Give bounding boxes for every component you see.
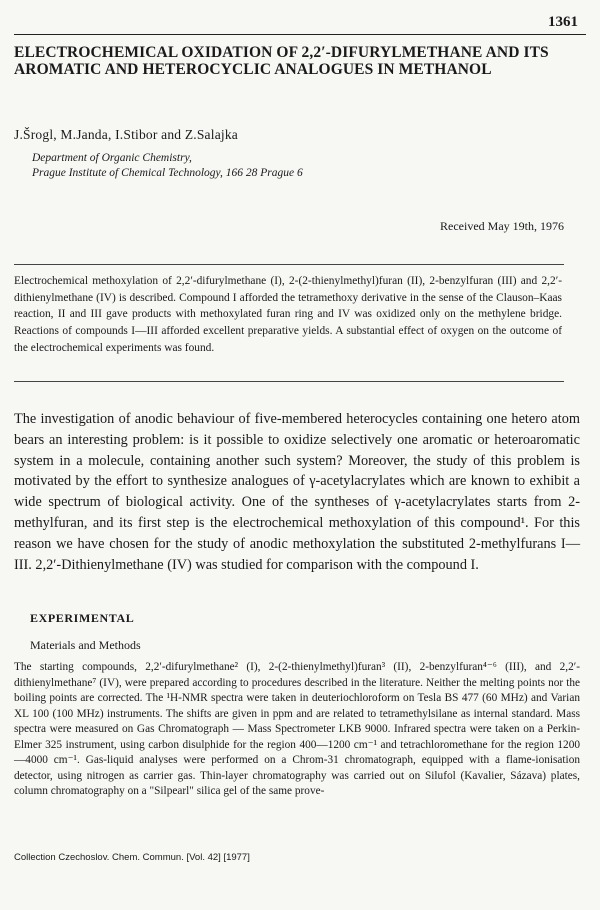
article-title: ELECTROCHEMICAL OXIDATION OF 2,2′-DIFURYLMETHANE AND ITS AROMATIC AND HETEROCYCLIC ANALOGUES IN METHANOL [14,44,549,78]
authors: J.Šrogl, M.Janda, I.Stibor and Z.Salajka [14,127,238,142]
page-number: 1361 [548,14,578,30]
section-heading-experimental: EXPERIMENTAL [30,611,135,625]
abstract: Electrochemical methoxylation of 2,2′-difurylmethane (I), 2-(2-thienylmethyl)furan (II), 2-benzylfuran (III) and 2,2′-dithienylmethane (IV) is described. Compound I afforded the tetramethoxy derivative in the sense of the Clauson–Kaas reaction, II and III gave products with methoxylated furan ring and IV was oxidized only on the methylene bridge. Reactions of compounds I—III afforded excellent preparative yields. A substantial effect of oxygen on the outcome of the electrochemical experiments was found. [14,275,562,354]
experimental-paragraph: The starting compounds, 2,2′-difurylmethane² (I), 2-(2-thienylmethyl)furan³ (II), 2-benzylfuran⁴⁻⁶ (III), and 2,2′-dithienylmethane⁷ (IV), were prepared according to procedures described in the literature. Neither the melting points nor the boiling points are corrected. The ¹H-NMR spectra were taken in deuteriochloroform on Tesla BS 477 (60 MHz) and Varian XL 100 (100 MHz) instruments. The shifts are given in ppm and are related to tetramethylsilane as internal standard. Mass spectra were measured on Gas Chromatograph — Mass Spectrometer LKB 9000. Infrared spectra were taken on a Perkin-Elmer 325 instrument, using carbon disulphide for the region 400—1200 cm⁻¹ and tetrachloromethane for the region 1200—4000 cm⁻¹. Gas-liquid analyses were performed on a Chrom-31 chromatograph, equipped with a flame-ionisation detector, using nitrogen as carrier gas. Thin-layer chromatography was carried out on Silufol (Kavalier, Sázava) plates, column chromatography on a "Silpearl" silica gel of the same prove- [14,661,580,797]
introduction-paragraph: The investigation of anodic behaviour of five-membered heterocycles containing one hetero atom bears an interesting problem: is it possible to oxidize selectively one aromatic or heteroaromatic system in a molecule, containing another such system? Moreover, the study of this problem is motivated by the effort to synthesize analogues of γ-acetylacrylates which are known to exhibit a wide spectrum of biological activity. One of the syntheses of γ-acetylacrylates starts from 2-methylfuran, and its first step is the electrochemical methoxylation of this compound¹. For this reason we have chosen for the study of anodic methoxylation the substituted 2-methylfurans I—III. 2,2′-Dithienylmethane (IV) was studied for comparison with the compound I. [14,411,580,573]
received-date: Received May 19th, 1976 [440,219,564,233]
top-rule [14,34,586,35]
abstract-top-rule [14,264,564,265]
subsection-heading: Materials and Methods [30,638,141,652]
journal-footer: Collection Czechoslov. Chem. Commun. [Vol. 42] [1977] [14,852,250,863]
affiliation-institute: Prague Institute of Chemical Technology, 166 28 Prague 6 [32,167,303,179]
abstract-bottom-rule [14,381,564,382]
affiliation-department: Department of Organic Chemistry, [32,152,192,164]
